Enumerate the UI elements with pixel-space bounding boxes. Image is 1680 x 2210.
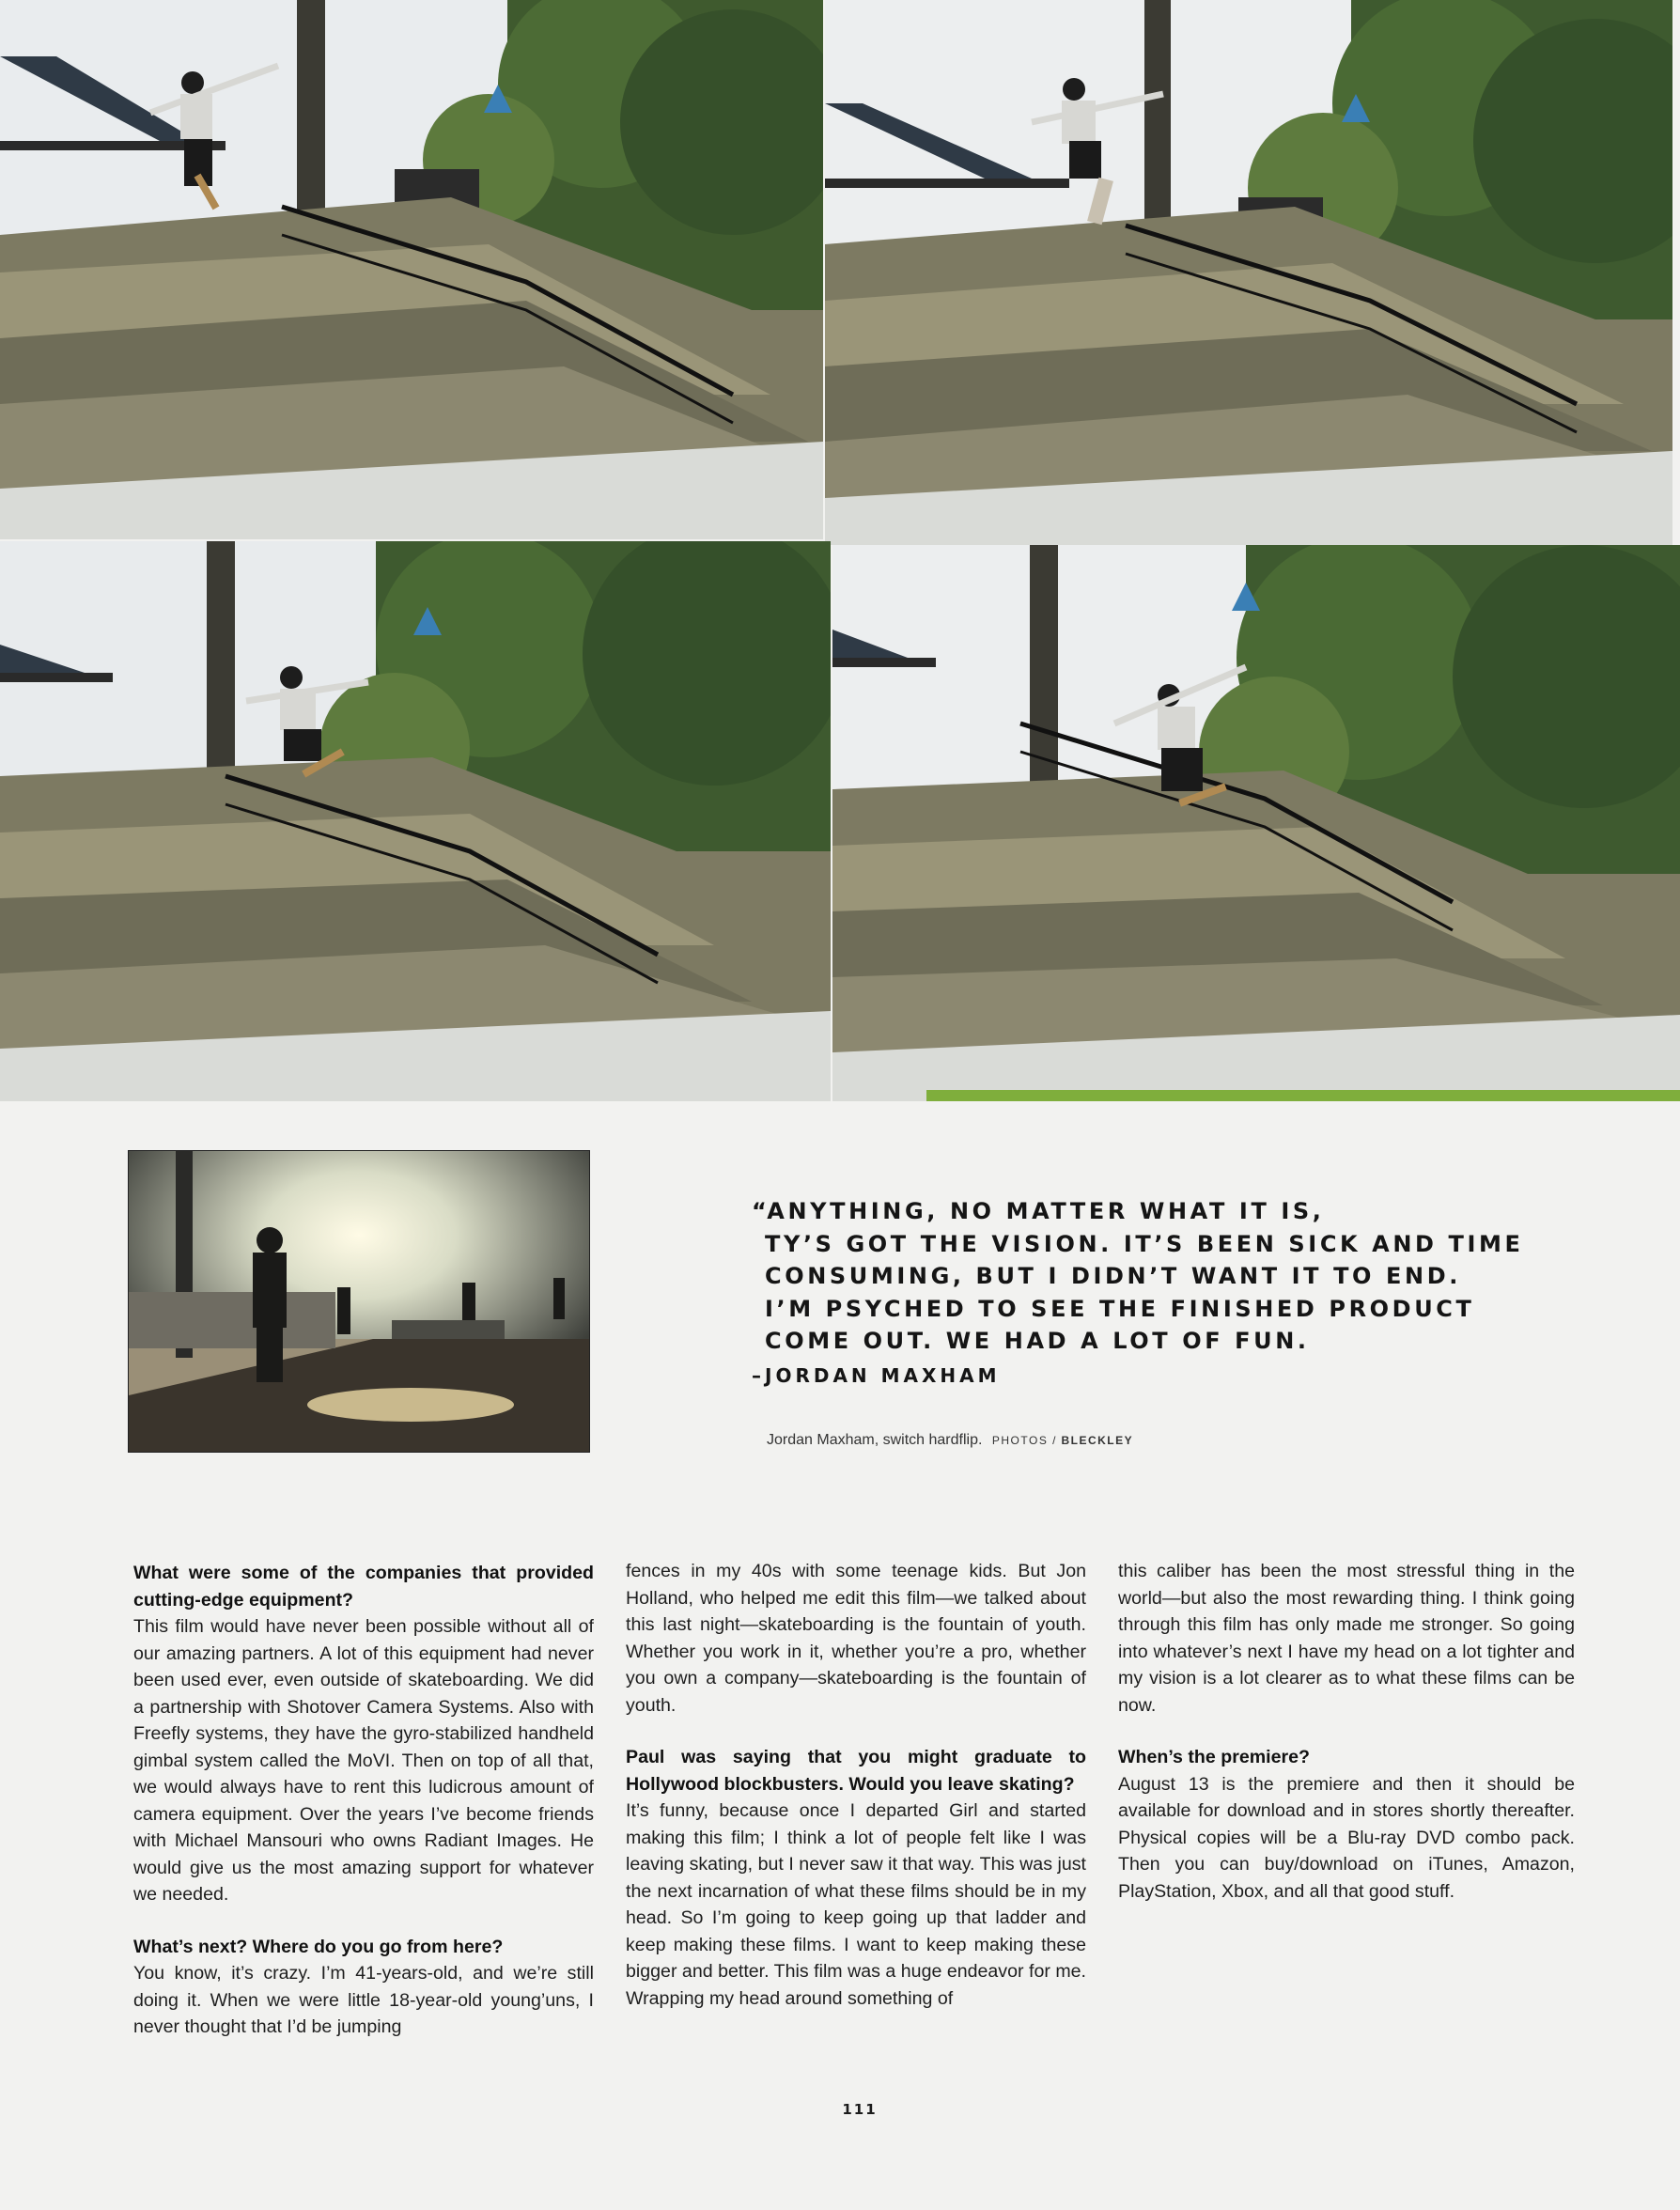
pull-quote-line: TY’S GOT THE VISION. IT’S BEEN SICK AND TIME <box>765 1230 1524 1257</box>
page-number: 111 <box>842 2101 878 2118</box>
caption-text: Jordan Maxham, switch hardflip. <box>767 1432 983 1448</box>
interview-answer-continued: this caliber has been the most stressful thing in the world—but also the most rewarding thing. I think going through this film has only made me stronger. So going into whatever’s next I have my head on a lot tighter and my vision is a lot clearer as to what these films can be now. <box>1118 1561 1575 1716</box>
interview-question: When’s the premiere? <box>1118 1747 1310 1767</box>
sequence-photo-frame-4 <box>832 545 1680 1101</box>
photo-caption <box>767 1432 1133 1449</box>
interview-answer: This film would have never been possible without all of our amazing partners. A lot of this equipment had never been used ever, even outside of skateboarding. We did a partnership with Shotover Camera Systems. Also with Freefly systems, they have the gyro-stabilized handheld gimbal system called the MoVI. Then on top of all that, we would always have to rent this ludicrous amount of camera equipment. Over the years I’ve become friends with Michael Mansouri who owns Radiant Images. He would give us the most amazing support for whatever we needed. <box>133 1616 594 1905</box>
pull-quote <box>752 1195 1522 1392</box>
photo-sequence <box>0 0 1680 1101</box>
pull-quote-attribution: –JORDAN MAXHAM <box>752 1363 1001 1387</box>
pull-quote-line: I’M PSYCHED TO SEE THE FINISHED PRODUCT <box>765 1295 1475 1322</box>
pull-quote-line: CONSUMING, BUT I DIDN’T WANT IT TO END. <box>765 1263 1461 1289</box>
interview-answer: You know, it’s crazy. I’m 41-years-old, and we’re still doing it. When we were little 18-year-old young’uns, I never thought that I’d be jumping <box>133 1963 594 2037</box>
photo-credit-label: PHOTOS / <box>991 1434 1058 1447</box>
pull-quote-line: “ANYTHING, NO MATTER WHAT IT IS, <box>752 1198 1325 1224</box>
interview-question: Paul was saying that you might graduate to Hollywood blockbusters. Would you leave skating? <box>626 1747 1086 1795</box>
inset-photo-street-sunset <box>128 1150 590 1453</box>
body-column-2 <box>626 1558 1086 2012</box>
photo-credit-name: BLECKLEY <box>1061 1434 1134 1447</box>
interview-question: What were some of the companies that provided cutting-edge equipment? <box>133 1563 594 1611</box>
interview-answer: August 13 is the premiere and then it should be available for download and in stores shortly thereafter. Physical copies will be a Blu-ray DVD combo pack. Then you can buy/download on iTunes, Amazon, PlayStation, Xbox, and all that good stuff. <box>1118 1773 1575 1902</box>
body-column-3 <box>1118 1558 1575 1905</box>
pull-quote-line: COME OUT. WE HAD A LOT OF FUN. <box>765 1328 1310 1354</box>
interview-question: What’s next? Where do you go from here? <box>133 1936 504 1957</box>
sequence-photo-frame-2 <box>825 0 1672 545</box>
body-column-1 <box>133 1560 594 2041</box>
sequence-photo-frame-1 <box>0 0 823 539</box>
interview-answer: It’s funny, because once I departed Girl and started making this film; I think a lot of people felt like I was leaving skating, but I never saw it that way. This was just the next incarnation of what these films should be in my head. So I’m going to keep going up that ladder and keep making these films. I want to keep making these bigger and better. This film was a huge endeavor for me. Wrapping my head around something of <box>626 1800 1086 2009</box>
sequence-photo-frame-3 <box>0 541 831 1101</box>
interview-answer-continued: fences in my 40s with some teenage kids. But Jon Holland, who helped me edit this film—we talked about this last night—skateboarding is the fountain of youth. Whether you work in it, whether you’re a pro, whether you own a company—skateboarding is the fountain of youth. <box>626 1561 1086 1716</box>
